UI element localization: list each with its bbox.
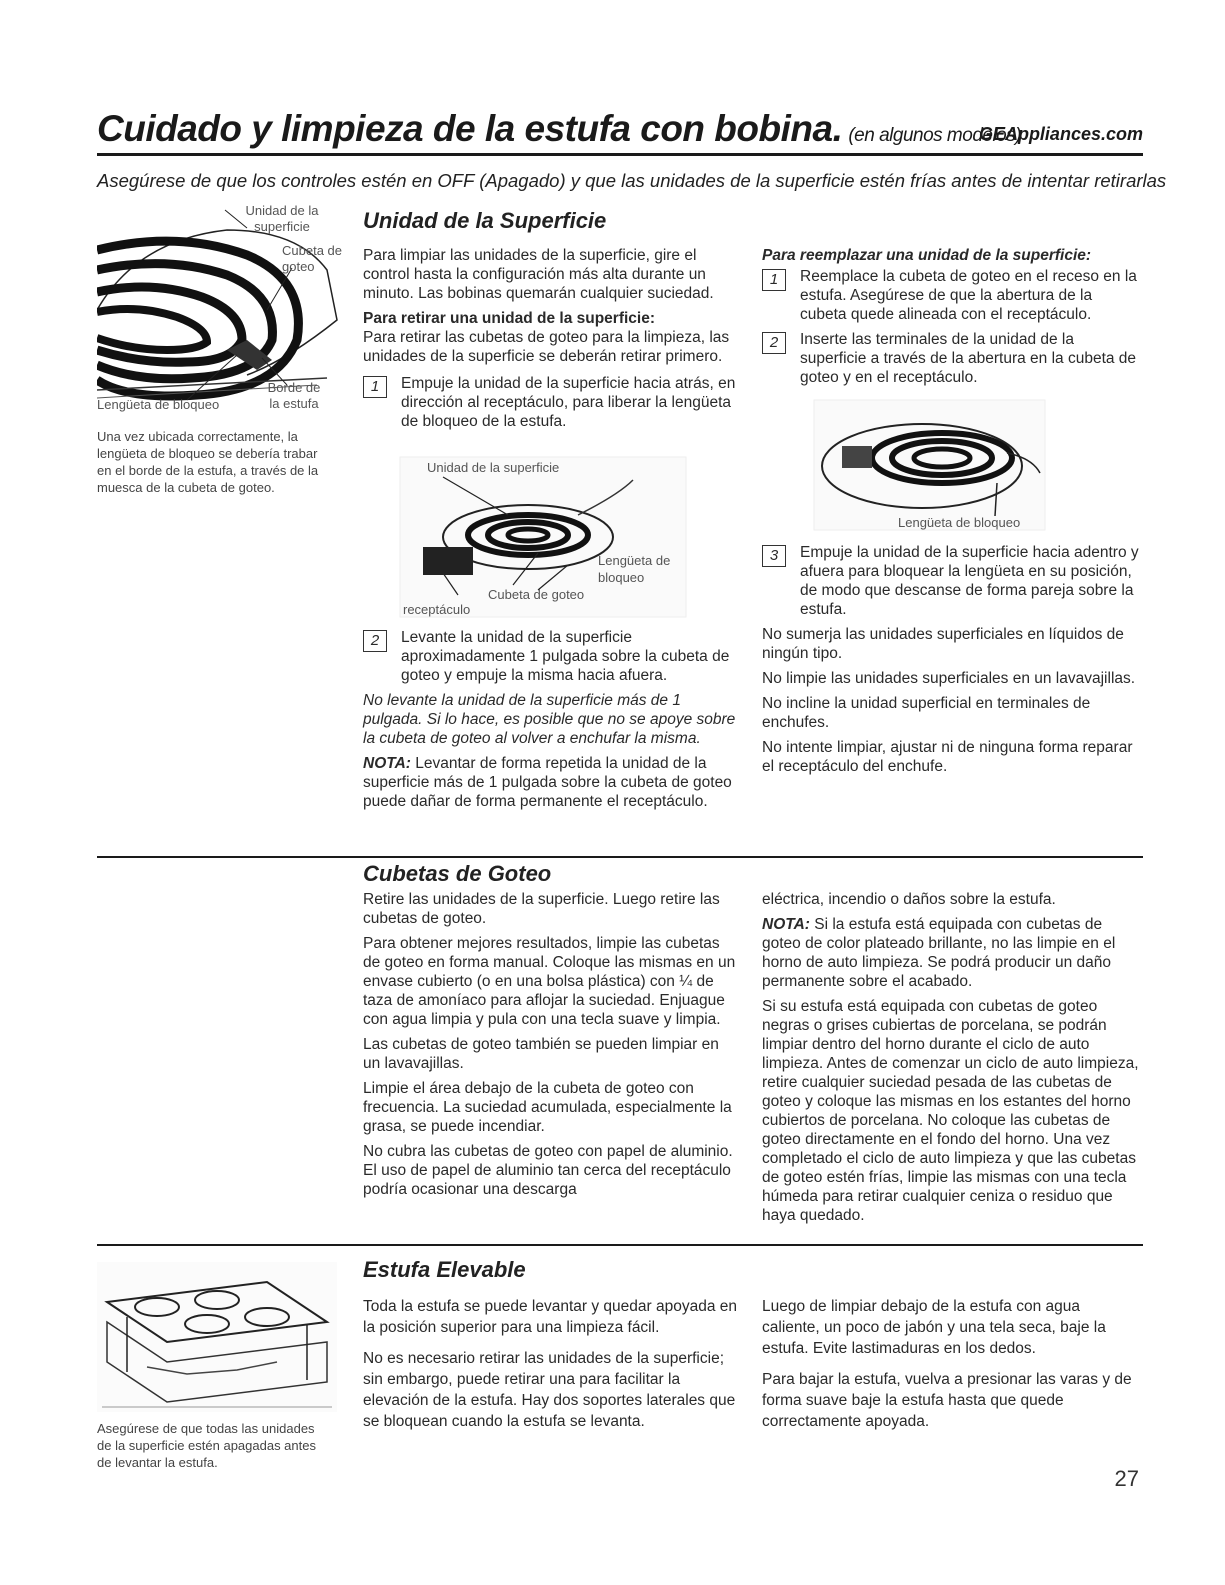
warning-tilt: No incline la unidad superficial en terminales de enchufes. bbox=[762, 695, 1091, 731]
unidad-nota bbox=[363, 754, 743, 811]
cubetas-p4: Limpie el área debajo de la cubeta de goteo con frecuencia. La suciedad acumulada, especialmente la grasa, se puede incendiar. bbox=[363, 1080, 732, 1135]
cubetas-left-column bbox=[363, 890, 738, 1205]
label-cubeta-goteo: Cubeta de goteo bbox=[282, 243, 342, 274]
coil-figure-caption: Una vez ubicada correctamente, la lengüeta de bloqueo se debería trabar en el borde de la estufa, a través de la muesca de la cubeta de goteo. bbox=[97, 429, 319, 495]
elevable-right-column bbox=[762, 1296, 1137, 1438]
section-heading-unidad: Unidad de la Superficie bbox=[363, 208, 607, 233]
elevable-left-column bbox=[363, 1296, 738, 1438]
step-number-box: 2 bbox=[363, 630, 387, 652]
label-lengueta-bloqueo: Lengüeta de bloqueo bbox=[97, 397, 220, 412]
unidad-middle-column-lower bbox=[363, 628, 743, 817]
step-number-box: 1 bbox=[762, 269, 786, 291]
section-heading-cubetas: Cubetas de Goteo bbox=[363, 861, 552, 886]
step-text: Levante la unidad de la superficie aproximadamente 1 pulgada sobre la cubeta de goteo y empuje la misma hacia afuera. bbox=[401, 629, 730, 684]
cubetas-p3: Las cubetas de goteo también se pueden limpiar en un lavavajillas. bbox=[363, 1036, 719, 1072]
title-rule bbox=[97, 153, 1143, 156]
unidad-intro: Para limpiar las unidades de la superficie, gire el control hasta la configuración más alta durante un minuto. Las bobinas quemarán cualquier suciedad. bbox=[363, 247, 714, 302]
elevable-p1: Toda la estufa se puede levantar y quedar apoyada en la posición superior para una limpieza fácil. bbox=[363, 1298, 737, 1336]
step-number-box: 1 bbox=[363, 376, 387, 398]
unidad-right-column bbox=[762, 246, 1142, 393]
lift-caution-note: No levante la unidad de la superficie más de 1 pulgada. Si lo hace, es posible que no se apoye sobre la cubeta de goteo al volver a enchufar la misma. bbox=[363, 692, 736, 747]
remove-heading: Para retirar una unidad de la superficie: bbox=[363, 310, 656, 327]
page-subtitle: (en algunos modelos) bbox=[848, 125, 1022, 146]
replace-heading: Para reemplazar una unidad de la superficie: bbox=[762, 247, 1092, 264]
page-title: Cuidado y limpieza de la estufa con bobina. (en algunos modelos) bbox=[97, 108, 1022, 149]
fig2-label-receptaculo: receptáculo bbox=[403, 602, 471, 617]
elevable-p2: No es necesario retirar las unidades de la superficie; sin embargo, puede retirar una para facilitar la elevación de la estufa. Hay dos soportes laterales que se bloquean cuando la estufa se levanta. bbox=[363, 1350, 736, 1430]
label-unidad-superficie: Unidad de la superficie bbox=[245, 203, 319, 234]
section-divider-2 bbox=[97, 1244, 1143, 1246]
remove-step-2 bbox=[363, 628, 743, 685]
step-number-box: 3 bbox=[762, 545, 786, 567]
cubetas-p2: Para obtener mejores resultados, limpie las cubetas de goteo en forma manual. Coloque las mismas en un envase cubierto (o en una bolsa plástica) con ¼ de taza de amoníaco para aflojar la suciedad. Enjuague con agua limpia y pula con una tecla suave y limpia. bbox=[363, 935, 736, 1028]
section-heading-elevable: Estufa Elevable bbox=[363, 1257, 526, 1282]
page-number: 27 bbox=[1114, 1466, 1139, 1491]
website-link[interactable]: GEAppliances.com bbox=[978, 124, 1143, 144]
cubetas-right-column bbox=[762, 890, 1144, 1231]
elevable-p4: Para bajar la estufa, vuelva a presionar las varas y de forma suave baje la estufa hasta que quede correctamente apoyada. bbox=[762, 1371, 1132, 1430]
replace-step-3 bbox=[762, 543, 1142, 619]
step-number-box: 2 bbox=[762, 332, 786, 354]
cubetas-p7: Si su estufa está equipada con cubetas de goteo negras o grises cubiertas de porcelana, se podrán limpiar dentro del horno durante el ciclo de auto limpieza. Antes de comenzar un ciclo de auto limpieza, retire cualquier suciedad pesada de las cubetas de goteo y coloque las mismas en los estantes del horno cubiertos de porcelana. No coloque las cubetas de goteo directamente en el fondo del horno. Una vez completado el ciclo de auto limpieza y que las cubetas de goteo estén frías, limpie las mismas con una tecla húmeda para retirar cualquier ceniza o residuo que haya quedado. bbox=[762, 998, 1139, 1224]
cubetas-nota bbox=[762, 915, 1144, 991]
cubetas-p1: Retire las unidades de la superficie. Luego retire las cubetas de goteo. bbox=[363, 891, 720, 927]
replace-step-2 bbox=[762, 330, 1142, 387]
fig3-label-lengueta: Lengüeta de bloqueo bbox=[898, 515, 1021, 530]
cubetas-p6: eléctrica, incendio o daños sobre la estufa. bbox=[762, 891, 1056, 908]
elevable-figure bbox=[97, 1262, 337, 1412]
unidad-middle-column bbox=[363, 246, 743, 437]
warning-submerge: No sumerja las unidades superficiales en líquidos de ningún tipo. bbox=[762, 626, 1124, 662]
raised-cooktop-illustration bbox=[97, 1262, 337, 1412]
unidad-right-column-lower bbox=[762, 543, 1142, 782]
step-text: Empuje la unidad de la superficie hacia adentro y afuera para bloquear la lengüeta en su posición, de modo que descanse de forma pareja sobre la estufa. bbox=[800, 544, 1139, 618]
remove-step-1 bbox=[363, 374, 743, 431]
fig2-label-lengueta: Lengüeta de bloqueo bbox=[598, 553, 671, 585]
fig2-label-cubeta: Cubeta de goteo bbox=[488, 587, 585, 602]
label-borde-estufa: Borde de la estufa bbox=[267, 380, 321, 411]
step-text: Reemplace la cubeta de goteo en el receso en la estufa. Asegúrese de que la abertura de la cubeta quede alineada con el receptáculo. bbox=[800, 268, 1137, 323]
elevable-p3: Luego de limpiar debajo de la estufa con agua caliente, un poco de jabón y una tela seca, baje la estufa. Evite lastimaduras en los dedos. bbox=[762, 1298, 1106, 1357]
fig2-label-unidad: Unidad de la superficie bbox=[427, 460, 560, 475]
section-divider-1 bbox=[97, 856, 1143, 858]
nota-text: Si la estufa está equipada con cubetas de goteo de color plateado brillante, no las limpie en el horno de auto limpieza. Se podrá producir un daño permanente sobre el acabado. bbox=[762, 916, 1116, 990]
step-text: Inserte las terminales de la unidad de la superficie a través de la abertura en la cubeta de goteo y en el receptáculo. bbox=[800, 331, 1137, 386]
remove-intro: Para retirar las cubetas de goteo para la limpieza, las unidades de la superficie se deberán retirar primero. bbox=[363, 329, 730, 365]
elevable-caption: Asegúrese de que todas las unidades de la superficie estén apagadas antes de levantar la estufa. bbox=[97, 1421, 316, 1470]
safety-warning: Asegúrese de que los controles estén en OFF (Apagado) y que las unidades de la superficie estén frías antes de intentar retirarlas bbox=[97, 170, 1167, 191]
warning-receptacle: No intente limpiar, ajustar ni de ninguna forma reparar el receptáculo del enchufe. bbox=[762, 739, 1133, 775]
step-text: Empuje la unidad de la superficie hacia atrás, en dirección al receptáculo, para liberar la lengüeta de bloqueo de la estufa. bbox=[401, 375, 736, 430]
warning-dishwasher: No limpie las unidades superficiales en un lavavajillas. bbox=[762, 670, 1136, 687]
insert-illustration bbox=[812, 398, 1047, 533]
nota-label: NOTA: bbox=[762, 916, 810, 933]
nota-text: Levantar de forma repetida la unidad de la superficie más de 1 pulgada sobre la cubeta de goteo puede dañar de forma permanente el receptáculo. bbox=[363, 755, 732, 810]
cubetas-p5: No cubra las cubetas de goteo con papel de aluminio. El uso de papel de aluminio tan cerca del receptáculo podría ocasionar una descarga bbox=[363, 1143, 733, 1198]
replace-step-1 bbox=[762, 267, 1142, 324]
nota-label: NOTA: bbox=[363, 755, 411, 772]
insert-figure bbox=[812, 398, 1047, 533]
